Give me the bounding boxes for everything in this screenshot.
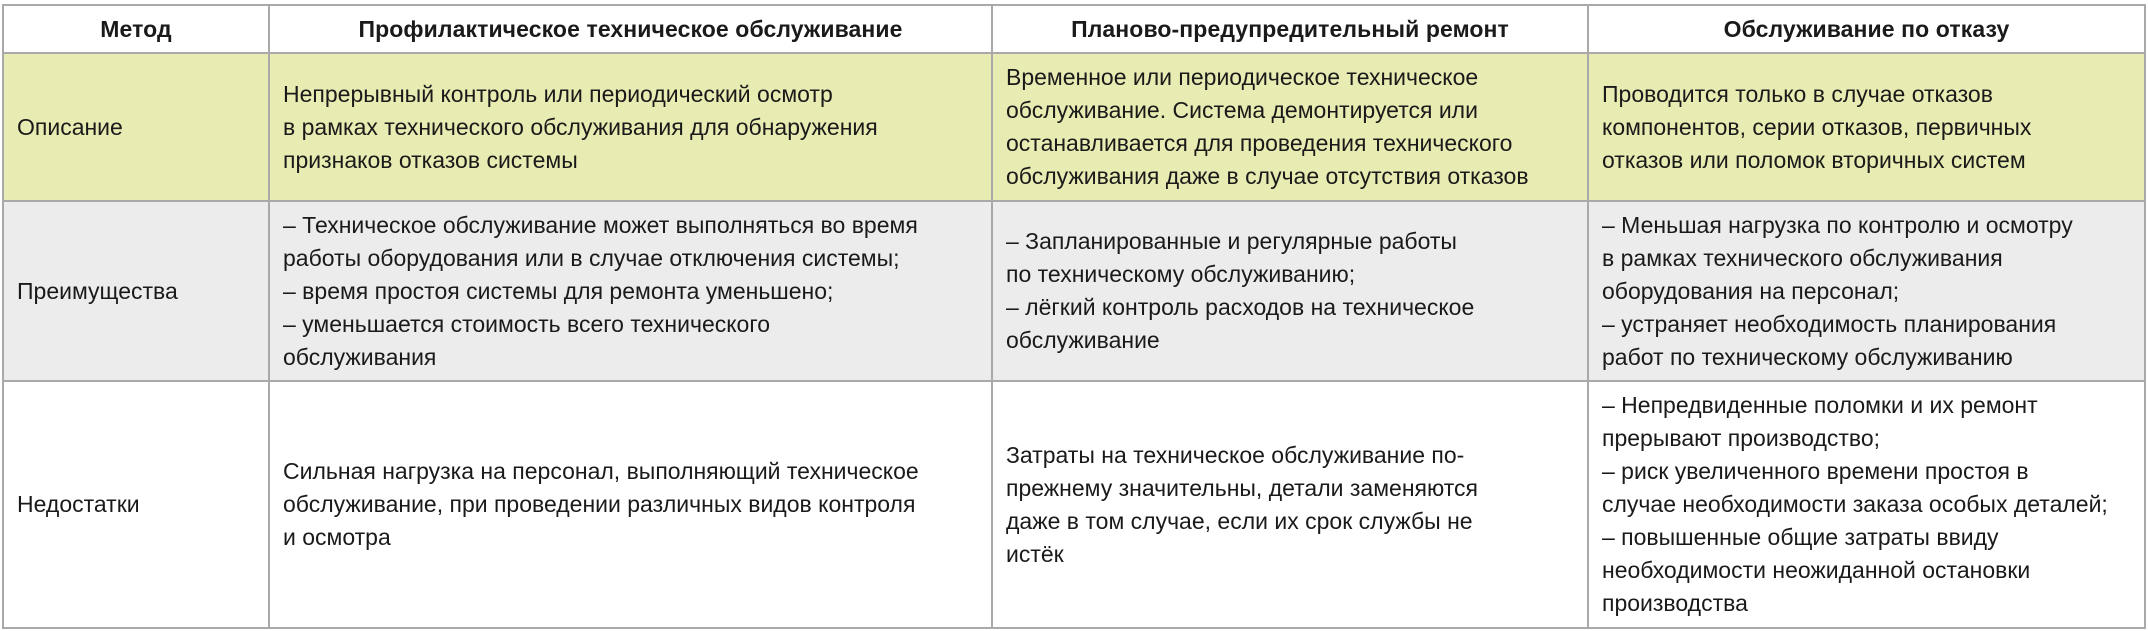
cell-disadvantages-planned: Затраты на техническое обслуживание по- прежнему значительны, детали заменяются даже в том случае, если их срок службы не истёк: [992, 381, 1588, 628]
cell-advantages-planned: – Запланированные и регулярные работы по техническому обслуживанию; – лёгкий контроль расходов на техническое обслуживание: [992, 201, 1588, 381]
table-row-disadvantages: [3, 381, 2145, 628]
cell-disadvantages-preventive: Сильная нагрузка на персонал, выполняющий техническое обслуживание, при проведении различных видов контроля и осмотра: [269, 381, 992, 628]
cell-description-failure: Проводится только в случае отказов компонентов, серии отказов, первичных отказов или поломок вторичных систем: [1588, 53, 2145, 201]
cell-description-planned: Временное или периодическое техническое обслуживание. Система демонтируется или останавливается для проведения технического обслуживания даже в случае отсутствия отказов: [992, 53, 1588, 201]
table-row-description: [3, 53, 2145, 201]
table-header-row: [3, 5, 2145, 53]
row-label-disadvantages: Недостатки: [3, 381, 269, 628]
cell-advantages-preventive: – Техническое обслуживание может выполняться во время работы оборудования или в случае отключения системы; – время простоя системы для ремонта уменьшено; – уменьшается стоимость всего технического обслуживания: [269, 201, 992, 381]
header-preventive-maintenance: Профилактическое техническое обслуживание: [269, 5, 992, 53]
cell-disadvantages-failure: – Непредвиденные поломки и их ремонт прерывают производство; – риск увеличенного времени простоя в случае необходимости заказа особых деталей; – повышенные общие затраты ввиду необходимости неожиданной остановки производства: [1588, 381, 2145, 628]
cell-description-preventive: Непрерывный контроль или периодический осмотр в рамках технического обслуживания для обнаружения признаков отказов системы: [269, 53, 992, 201]
maintenance-comparison-table: [2, 4, 2146, 629]
table-row-advantages: [3, 201, 2145, 381]
header-planned-repair: Планово-предупредительный ремонт: [992, 5, 1588, 53]
header-run-to-failure: Обслуживание по отказу: [1588, 5, 2145, 53]
row-label-description: Описание: [3, 53, 269, 201]
row-label-advantages: Преимущества: [3, 201, 269, 381]
comparison-table-container: [2, 4, 2144, 629]
header-method: Метод: [3, 5, 269, 53]
cell-advantages-failure: – Меньшая нагрузка по контролю и осмотру в рамках технического обслуживания оборудования на персонал; – устраняет необходимость планирования работ по техническому обслуживанию: [1588, 201, 2145, 381]
